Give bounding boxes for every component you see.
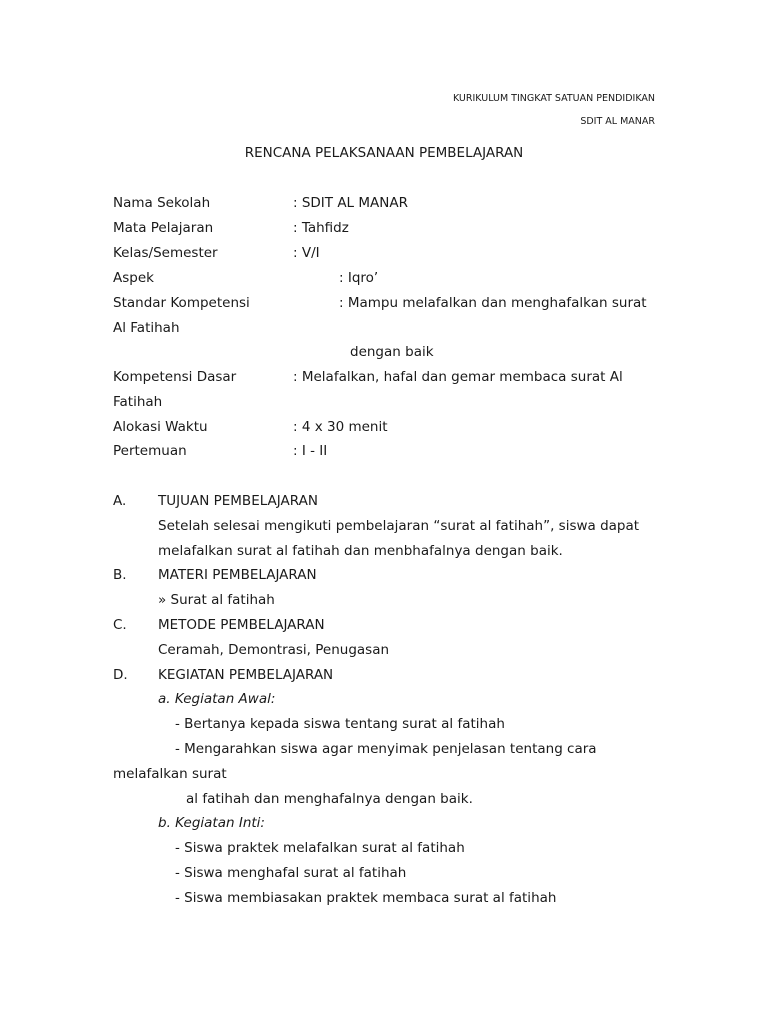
value-standar-kompetensi-cont: dengan baik: [350, 344, 434, 360]
label-pertemuan: Pertemuan: [113, 443, 187, 459]
kegiatan-inti-item-2: - Siswa menghafal surat al fatihah: [175, 865, 407, 881]
section-c-title: METODE PEMBELAJARAN: [158, 617, 325, 633]
value-standar-kompetensi-wrap: Al Fatihah: [113, 320, 180, 336]
value-aspek: : Iqro’: [339, 270, 379, 286]
value-standar-kompetensi: : Mampu melafalkan dan menghafalkan surat: [339, 295, 647, 311]
section-a-text-1: Setelah selesai mengikuti pembelajaran “surat al fatihah”, siswa dapat: [158, 518, 640, 534]
label-kelas-semester: Kelas/Semester: [113, 245, 218, 261]
kegiatan-inti-heading: b. Kegiatan Inti:: [158, 815, 265, 831]
section-a-title: TUJUAN PEMBELAJARAN: [158, 493, 318, 509]
kegiatan-inti-item-3: - Siswa membiasakan praktek membaca surat al fatihah: [175, 890, 557, 906]
section-c-text-1: Ceramah, Demontrasi, Penugasan: [158, 642, 390, 658]
label-mata-pelajaran: Mata Pelajaran: [113, 220, 214, 236]
kegiatan-awal-item-2: - Mengarahkan siswa agar menyimak penjelasan tentang cara: [175, 741, 597, 757]
value-kompetensi-dasar-wrap: Fatihah: [113, 394, 163, 410]
section-b-marker: B.: [113, 567, 127, 583]
section-a-marker: A.: [113, 493, 127, 509]
kegiatan-awal-item-2-wrap: melafalkan surat: [113, 766, 227, 782]
section-b-text-1: » Surat al fatihah: [158, 592, 275, 608]
section-b-title: MATERI PEMBELAJARAN: [158, 567, 317, 583]
value-nama-sekolah: : SDIT AL MANAR: [293, 195, 408, 211]
section-d-marker: D.: [113, 667, 128, 683]
header-school: SDIT AL MANAR: [580, 116, 655, 127]
section-c-marker: C.: [113, 617, 127, 633]
kegiatan-inti-item-1: - Siswa praktek melafalkan surat al fatihah: [175, 840, 465, 856]
kegiatan-awal-heading: a. Kegiatan Awal:: [158, 691, 276, 707]
label-aspek: Aspek: [113, 270, 154, 286]
value-kompetensi-dasar: : Melafalkan, hafal dan gemar membaca surat Al: [293, 369, 623, 385]
page-title: RENCANA PELAKSANAAN PEMBELAJARAN: [244, 145, 524, 161]
label-standar-kompetensi: Standar Kompetensi: [113, 295, 250, 311]
value-kelas-semester: : V/I: [293, 245, 320, 261]
header-curriculum: KURIKULUM TINGKAT SATUAN PENDIDIKAN: [452, 93, 655, 104]
kegiatan-awal-item-1: - Bertanya kepada siswa tentang surat al fatihah: [175, 716, 505, 732]
value-mata-pelajaran: : Tahfidz: [293, 220, 349, 236]
value-alokasi-waktu: : 4 x 30 menit: [293, 419, 388, 435]
label-alokasi-waktu: Alokasi Waktu: [113, 419, 208, 435]
kegiatan-awal-item-2-cont: al fatihah dan menghafalnya dengan baik.: [186, 791, 473, 807]
label-nama-sekolah: Nama Sekolah: [113, 195, 211, 211]
section-d-title: KEGIATAN PEMBELAJARAN: [158, 667, 334, 683]
label-kompetensi-dasar: Kompetensi Dasar: [113, 369, 237, 385]
section-a-text-2: melafalkan surat al fatihah dan menbhafalnya dengan baik.: [158, 543, 563, 559]
value-pertemuan: : I - II: [293, 443, 328, 459]
